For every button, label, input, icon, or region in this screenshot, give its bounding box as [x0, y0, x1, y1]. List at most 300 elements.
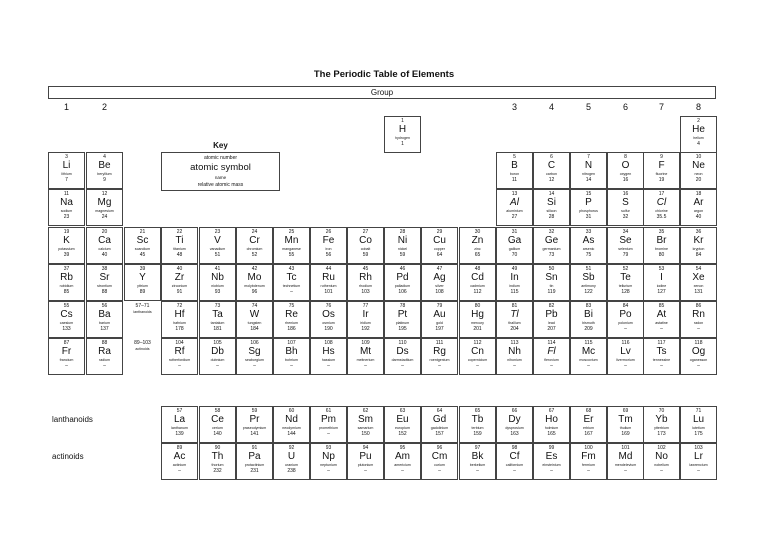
- element-name: zinc: [474, 247, 481, 251]
- atomic-mass: –: [364, 468, 367, 474]
- element-name: potassium: [58, 247, 75, 251]
- atomic-symbol: C: [547, 160, 556, 171]
- atomic-mass: –: [550, 363, 553, 369]
- atomic-number: 91: [251, 445, 258, 451]
- element-name: tungsten: [247, 321, 262, 325]
- element-name: erbium: [583, 426, 594, 430]
- atomic-mass: 40: [101, 252, 108, 258]
- atomic-number: 29: [436, 229, 443, 235]
- element-cell-np: [310, 443, 347, 480]
- element-name: protactinium: [244, 463, 265, 467]
- element-name: lithium: [61, 172, 72, 176]
- atomic-symbol: Au: [433, 309, 446, 320]
- element-cell-li: [48, 152, 85, 189]
- atomic-number: 23: [214, 229, 221, 235]
- atomic-mass: 181: [213, 326, 222, 332]
- atomic-number: 45: [362, 266, 369, 272]
- element-name: osmium: [322, 321, 335, 325]
- atomic-symbol: Cf: [509, 451, 520, 462]
- atomic-mass: –: [587, 363, 590, 369]
- atomic-number: 56: [101, 303, 108, 309]
- element-name: lawrencium: [689, 463, 708, 467]
- atomic-number: 89: [176, 445, 183, 451]
- element-name: beryllium: [97, 172, 112, 176]
- atomic-mass: 163: [510, 431, 519, 437]
- element-cell-mn: [273, 227, 310, 264]
- atomic-symbol: Cr: [249, 235, 260, 246]
- element-name: cobalt: [360, 247, 371, 251]
- element-name: gold: [436, 321, 443, 325]
- element-name: carbon: [546, 172, 557, 176]
- atomic-mass: 19: [658, 177, 665, 183]
- atomic-mass: 141: [250, 431, 259, 437]
- atomic-mass: –: [103, 363, 106, 369]
- element-name: flerovium: [544, 358, 559, 362]
- atomic-number: 81: [511, 303, 518, 309]
- element-name: darmstadtium: [391, 358, 414, 362]
- element-name: krypton: [692, 247, 705, 251]
- atomic-mass: 169: [621, 431, 630, 437]
- atomic-symbol: Cu: [433, 235, 446, 246]
- element-name: titanium: [173, 247, 186, 251]
- element-cell-pt: [384, 301, 421, 338]
- atomic-number: 50: [548, 266, 555, 272]
- atomic-number: 71: [695, 408, 702, 414]
- atomic-mass: 51: [214, 252, 221, 258]
- element-name: caesium: [59, 321, 74, 325]
- element-cell-sn: [533, 264, 570, 301]
- element-cell-nb: [199, 264, 236, 301]
- group-header: Group: [48, 86, 716, 99]
- element-name: moscovium: [579, 358, 598, 362]
- atomic-number: 25: [288, 229, 295, 235]
- element-name: xenon: [693, 284, 704, 288]
- element-name: magnesium: [95, 209, 114, 213]
- element-name: aluminium: [506, 209, 523, 213]
- atomic-number: 114: [547, 340, 556, 346]
- element-name: germanium: [542, 247, 561, 251]
- atomic-symbol: Bk: [471, 451, 484, 462]
- element-name: iodine: [656, 284, 667, 288]
- atomic-symbol: Sb: [582, 272, 595, 283]
- atomic-symbol: Pu: [359, 451, 372, 462]
- atomic-mass: 144: [287, 431, 296, 437]
- atomic-mass: 35.5: [656, 214, 667, 220]
- element-name: bromine: [655, 247, 668, 251]
- atomic-symbol: S: [622, 197, 629, 208]
- element-name: rubidium: [59, 284, 74, 288]
- atomic-number: 97: [474, 445, 481, 451]
- group-number: 2: [101, 102, 107, 112]
- atomic-symbol: Os: [322, 309, 335, 320]
- atomic-symbol: Y: [139, 272, 146, 283]
- element-name: thallium: [508, 321, 521, 325]
- atomic-mass: 178: [175, 326, 184, 332]
- atomic-number: 46: [399, 266, 406, 272]
- element-name: rhodium: [359, 284, 372, 288]
- atomic-mass: 79: [622, 252, 629, 258]
- atomic-number: 103: [694, 445, 703, 451]
- element-cell-bi: [570, 301, 607, 338]
- key-box: [161, 152, 280, 191]
- element-cell-ba: [86, 301, 123, 338]
- element-cell-dy: [496, 406, 533, 443]
- atomic-mass: 165: [547, 431, 556, 437]
- atomic-number: 42: [251, 266, 258, 272]
- atomic-symbol: Zn: [471, 235, 484, 246]
- atomic-number: 10: [695, 154, 702, 160]
- atomic-mass: –: [216, 363, 219, 369]
- atomic-number: 76: [325, 303, 332, 309]
- element-cell-w: [236, 301, 273, 338]
- atomic-number: 61: [325, 408, 332, 414]
- atomic-mass: –: [401, 468, 404, 474]
- atomic-number: 39: [139, 266, 146, 272]
- atomic-mass: 140: [213, 431, 222, 437]
- atomic-mass: 1: [401, 141, 404, 147]
- element-cell-lu: [680, 406, 717, 443]
- atomic-mass: 201: [473, 326, 482, 332]
- atomic-number: 93: [325, 445, 332, 451]
- element-cell-s: [607, 189, 644, 226]
- element-cell-cr: [236, 227, 273, 264]
- key-relative-atomic-mass: relative atomic mass: [197, 182, 244, 188]
- atomic-mass: 40: [695, 214, 702, 220]
- atomic-symbol: Nh: [508, 346, 521, 357]
- element-cell-cf: [496, 443, 533, 480]
- atomic-symbol: Ne: [692, 160, 705, 171]
- atomic-symbol: Rh: [359, 272, 372, 283]
- atomic-symbol: Mo: [247, 272, 262, 283]
- atomic-mass: 80: [658, 252, 665, 258]
- atomic-number: 106: [250, 340, 259, 346]
- element-name: tantalum: [210, 321, 225, 325]
- element-name: samarium: [357, 426, 374, 430]
- atomic-number: 40: [176, 266, 183, 272]
- element-name: radium: [99, 358, 110, 362]
- element-name: radon: [693, 321, 704, 325]
- atomic-mass: 122: [584, 289, 593, 295]
- atomic-number: 107: [287, 340, 296, 346]
- atomic-number: 84: [622, 303, 629, 309]
- atomic-mass: 84: [695, 252, 702, 258]
- element-name: chromium: [246, 247, 263, 251]
- element-cell-ac: [161, 443, 198, 480]
- element-cell-ni: [384, 227, 421, 264]
- element-cell-pa: [236, 443, 273, 480]
- element-cell-cd: [459, 264, 496, 301]
- atomic-symbol: Ru: [322, 272, 335, 283]
- atomic-number: 33: [585, 229, 592, 235]
- atomic-mass: 167: [584, 431, 593, 437]
- element-name: sodium: [60, 209, 73, 213]
- atomic-mass: 175: [694, 431, 703, 437]
- atomic-symbol: Er: [583, 414, 594, 425]
- element-cell-lv: [607, 338, 644, 375]
- key-title: Key: [213, 141, 228, 150]
- atomic-symbol: Ar: [693, 197, 704, 208]
- element-cell-i: [643, 264, 680, 301]
- atomic-mass: 56: [325, 252, 332, 258]
- atomic-mass: 14: [585, 177, 592, 183]
- element-name: actinium: [172, 463, 187, 467]
- atomic-number: 20: [101, 229, 108, 235]
- atomic-number: 95: [399, 445, 406, 451]
- element-cell-gd: [421, 406, 458, 443]
- element-name: dubnium: [210, 358, 225, 362]
- atomic-number: 19: [63, 229, 70, 235]
- element-name: antimony: [581, 284, 596, 288]
- element-cell-rb: [48, 264, 85, 301]
- atomic-symbol: Ga: [507, 235, 522, 246]
- atomic-symbol: Po: [619, 309, 632, 320]
- atomic-number: 96: [436, 445, 443, 451]
- element-name: iron: [325, 247, 332, 251]
- element-cell-pm: [310, 406, 347, 443]
- atomic-mass: 197: [435, 326, 444, 332]
- atomic-mass: 150: [361, 431, 370, 437]
- element-cell-ho: [533, 406, 570, 443]
- atomic-number: 57: [176, 408, 183, 414]
- atomic-mass: 24: [101, 214, 108, 220]
- atomic-number: 28: [399, 229, 406, 235]
- element-name: platinum: [395, 321, 410, 325]
- element-name: americium: [394, 463, 411, 467]
- atomic-symbol: Kr: [693, 235, 704, 246]
- atomic-number: 100: [584, 445, 593, 451]
- atomic-number: 111: [435, 340, 444, 346]
- element-cell-k: [48, 227, 85, 264]
- element-cell-sg: [236, 338, 273, 375]
- element-name: neptunium: [320, 463, 337, 467]
- atomic-symbol: Li: [62, 160, 71, 171]
- element-cell-h: [384, 116, 421, 153]
- atomic-symbol: Rg: [433, 346, 446, 357]
- atomic-symbol: Pt: [397, 309, 408, 320]
- atomic-symbol: Ge: [544, 235, 559, 246]
- element-cell-kr: [680, 227, 717, 264]
- element-cell-tm: [607, 406, 644, 443]
- atomic-number: 6: [550, 154, 553, 160]
- atomic-mass: –: [438, 363, 441, 369]
- atomic-mass: 23: [63, 214, 70, 220]
- element-name: oxygen: [619, 172, 632, 176]
- atomic-number: 94: [362, 445, 369, 451]
- atomic-mass: 85: [63, 289, 70, 295]
- atomic-number: 98: [511, 445, 518, 451]
- atomic-symbol: Nd: [285, 414, 298, 425]
- element-name: silver: [435, 284, 444, 288]
- atomic-number: 2: [697, 118, 700, 124]
- atomic-mass: 238: [287, 468, 296, 474]
- element-name: palladium: [394, 284, 411, 288]
- atomic-symbol: He: [692, 124, 705, 135]
- element-cell-db: [199, 338, 236, 375]
- atomic-number: 9: [660, 154, 663, 160]
- atomic-mass: –: [697, 363, 700, 369]
- atomic-mass: –: [550, 468, 553, 474]
- atomic-number: 34: [622, 229, 629, 235]
- element-cell-ne: [680, 152, 717, 189]
- element-cell-be: [86, 152, 123, 189]
- element-cell-xe: [680, 264, 717, 301]
- element-name: gallium: [508, 247, 521, 251]
- atomic-symbol: Hg: [471, 309, 484, 320]
- atomic-number: 73: [214, 303, 221, 309]
- atomic-mass: –: [65, 363, 68, 369]
- atomic-mass: 157: [435, 431, 444, 437]
- atomic-number: 88: [101, 340, 108, 346]
- atomic-mass: 192: [361, 326, 370, 332]
- key-name: name: [214, 175, 227, 180]
- atomic-number: 82: [548, 303, 555, 309]
- atomic-number: 63: [399, 408, 406, 414]
- key-atomic-symbol: atomic symbol: [190, 162, 251, 173]
- element-cell-mg: [86, 189, 123, 226]
- atomic-symbol: F: [658, 160, 665, 171]
- group-number: 4: [548, 102, 554, 112]
- atomic-symbol: Rf: [174, 346, 185, 357]
- atomic-number: 86: [695, 303, 702, 309]
- atomic-symbol: Ac: [173, 451, 186, 462]
- atomic-symbol: Br: [656, 235, 667, 246]
- atomic-mass: 59: [362, 252, 369, 258]
- atomic-symbol: Es: [545, 451, 558, 462]
- element-cell-es: [533, 443, 570, 480]
- element-cell-cs: [48, 301, 85, 338]
- atomic-number: 53: [658, 266, 665, 272]
- atomic-mass: 207: [547, 326, 556, 332]
- atomic-number: 64: [436, 408, 443, 414]
- atomic-symbol: Ni: [397, 235, 408, 246]
- element-cell-n: [570, 152, 607, 189]
- element-name: calcium: [98, 247, 111, 251]
- atomic-number: 15: [585, 191, 592, 197]
- atomic-symbol: N: [584, 160, 593, 171]
- element-cell-si: [533, 189, 570, 226]
- atomic-mass: 112: [473, 289, 482, 295]
- element-name: praseodymium: [242, 426, 267, 430]
- element-cell-sm: [347, 406, 384, 443]
- atomic-number: 22: [176, 229, 183, 235]
- atomic-number: 26: [325, 229, 332, 235]
- atomic-symbol: Te: [620, 272, 631, 283]
- atomic-number: 49: [511, 266, 518, 272]
- atomic-mass: 73: [548, 252, 555, 258]
- group-number: 8: [695, 102, 701, 112]
- atomic-symbol: Si: [547, 197, 556, 208]
- atomic-symbol: Sn: [545, 272, 558, 283]
- atomic-mass: 101: [324, 289, 333, 295]
- element-name: tin: [549, 284, 554, 288]
- atomic-mass: 88: [101, 289, 108, 295]
- atomic-mass: 11: [511, 177, 518, 183]
- atomic-symbol: Ts: [656, 346, 667, 357]
- atomic-symbol: Sc: [136, 235, 149, 246]
- atomic-symbol: In: [510, 272, 519, 283]
- element-cell-re: [273, 301, 310, 338]
- atomic-symbol: La: [173, 414, 186, 425]
- element-name: livermorium: [616, 358, 635, 362]
- atomic-symbol: Pm: [321, 414, 336, 425]
- element-name: selenium: [618, 247, 633, 251]
- element-cell-th: [199, 443, 236, 480]
- atomic-symbol: Cn: [471, 346, 484, 357]
- atomic-symbol: Ir: [362, 309, 369, 320]
- atomic-mass: 184: [250, 326, 259, 332]
- atomic-number: 101: [621, 445, 630, 451]
- atomic-mass: 119: [547, 289, 556, 295]
- atomic-symbol: Th: [211, 451, 224, 462]
- element-cell-rg: [421, 338, 458, 375]
- element-cell-pu: [347, 443, 384, 480]
- element-name: polonium: [618, 321, 633, 325]
- atomic-number: 47: [436, 266, 443, 272]
- atomic-mass: 131: [694, 289, 703, 295]
- atomic-number: 35: [658, 229, 665, 235]
- atomic-mass: –: [327, 468, 330, 474]
- element-name: tennessine: [652, 358, 671, 362]
- element-name: bismuth: [582, 321, 595, 325]
- atomic-mass: 39: [63, 252, 70, 258]
- atomic-number: 79: [436, 303, 443, 309]
- element-name: technetium: [282, 284, 301, 288]
- element-name: lanthanum: [171, 426, 188, 430]
- element-cell-mt: [347, 338, 384, 375]
- atomic-number: 83: [585, 303, 592, 309]
- atomic-number: 4: [103, 154, 106, 160]
- element-cell-at: [643, 301, 680, 338]
- atomic-symbol: Fm: [581, 451, 596, 462]
- element-cell-zn: [459, 227, 496, 264]
- element-cell-fr: [48, 338, 85, 375]
- element-name: strontium: [97, 284, 112, 288]
- atomic-symbol: Mn: [284, 235, 299, 246]
- element-name: cerium: [212, 426, 223, 430]
- atomic-mass: –: [178, 468, 181, 474]
- atomic-symbol: Cd: [471, 272, 484, 283]
- group-number: 1: [63, 102, 69, 112]
- atomic-mass: 64: [436, 252, 443, 258]
- element-cell-in: [496, 264, 533, 301]
- atomic-symbol: Ag: [433, 272, 446, 283]
- atomic-number: 37: [63, 266, 70, 272]
- atomic-mass: 195: [398, 326, 407, 332]
- atomic-symbol: Tb: [471, 414, 484, 425]
- element-cell-hf: [161, 301, 198, 338]
- atomic-mass: –: [624, 326, 627, 332]
- element-cell-na: [48, 189, 85, 226]
- atomic-symbol: At: [656, 309, 667, 320]
- atomic-symbol: Db: [211, 346, 224, 357]
- atomic-mass: 137: [100, 326, 109, 332]
- element-name: copper: [434, 247, 445, 251]
- atomic-number: 12: [101, 191, 108, 197]
- atomic-mass: 96: [251, 289, 258, 295]
- atomic-symbol: Tm: [618, 414, 633, 425]
- element-name: chlorine: [655, 209, 668, 213]
- atomic-mass: –: [624, 468, 627, 474]
- element-name: fermium: [582, 463, 595, 467]
- lanthanoids-placeholder-label: lanthanoids: [133, 310, 152, 314]
- atomic-mass: –: [660, 468, 663, 474]
- atomic-symbol: Tc: [286, 272, 297, 283]
- element-cell-tb: [459, 406, 496, 443]
- atomic-mass: –: [660, 363, 663, 369]
- atomic-symbol: As: [582, 235, 595, 246]
- atomic-number: 77: [362, 303, 369, 309]
- element-cell-er: [570, 406, 607, 443]
